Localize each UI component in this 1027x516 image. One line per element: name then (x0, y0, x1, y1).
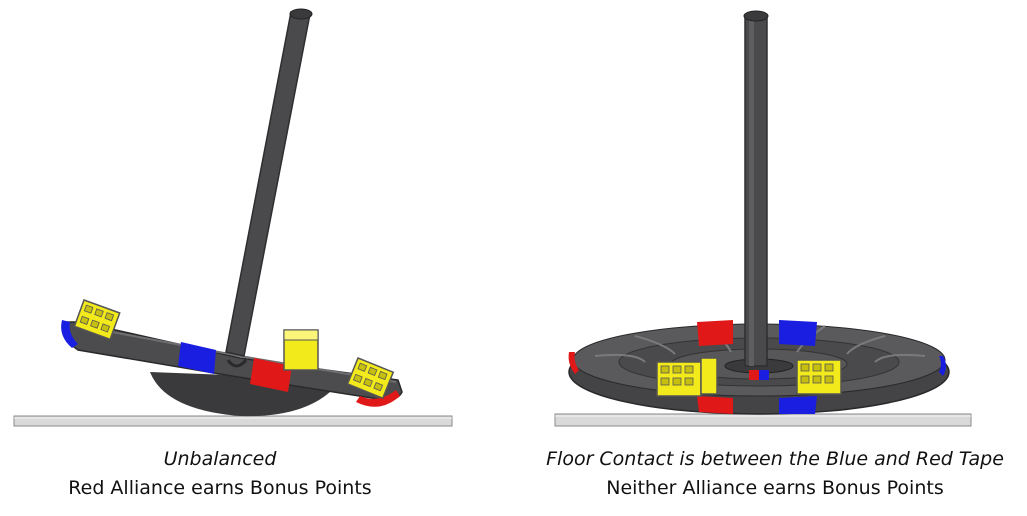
unbalanced-illustration (0, 0, 470, 440)
unbalanced-diagram (0, 0, 470, 516)
cargo-block-left (657, 358, 717, 396)
caption-title: Unbalanced (163, 448, 277, 470)
blue-tape-band (178, 342, 216, 374)
blue-tape-back (779, 320, 817, 346)
caption-title: Floor Contact is between the Blue and Red Tape (546, 448, 1004, 470)
balanced-diagram (535, 0, 1027, 516)
caption-subtitle: Red Alliance earns Bonus Points (68, 477, 372, 499)
balanced-illustration (535, 0, 1027, 440)
cargo-block-right (797, 360, 841, 394)
vertical-pole (745, 16, 767, 366)
caption-subtitle: Neither Alliance earns Bonus Points (606, 477, 944, 499)
tilted-pole (226, 12, 310, 356)
cargo-block-center (284, 330, 318, 370)
red-tape-back (697, 320, 733, 346)
red-tape-front (697, 396, 733, 414)
blue-tape-front (779, 396, 817, 414)
